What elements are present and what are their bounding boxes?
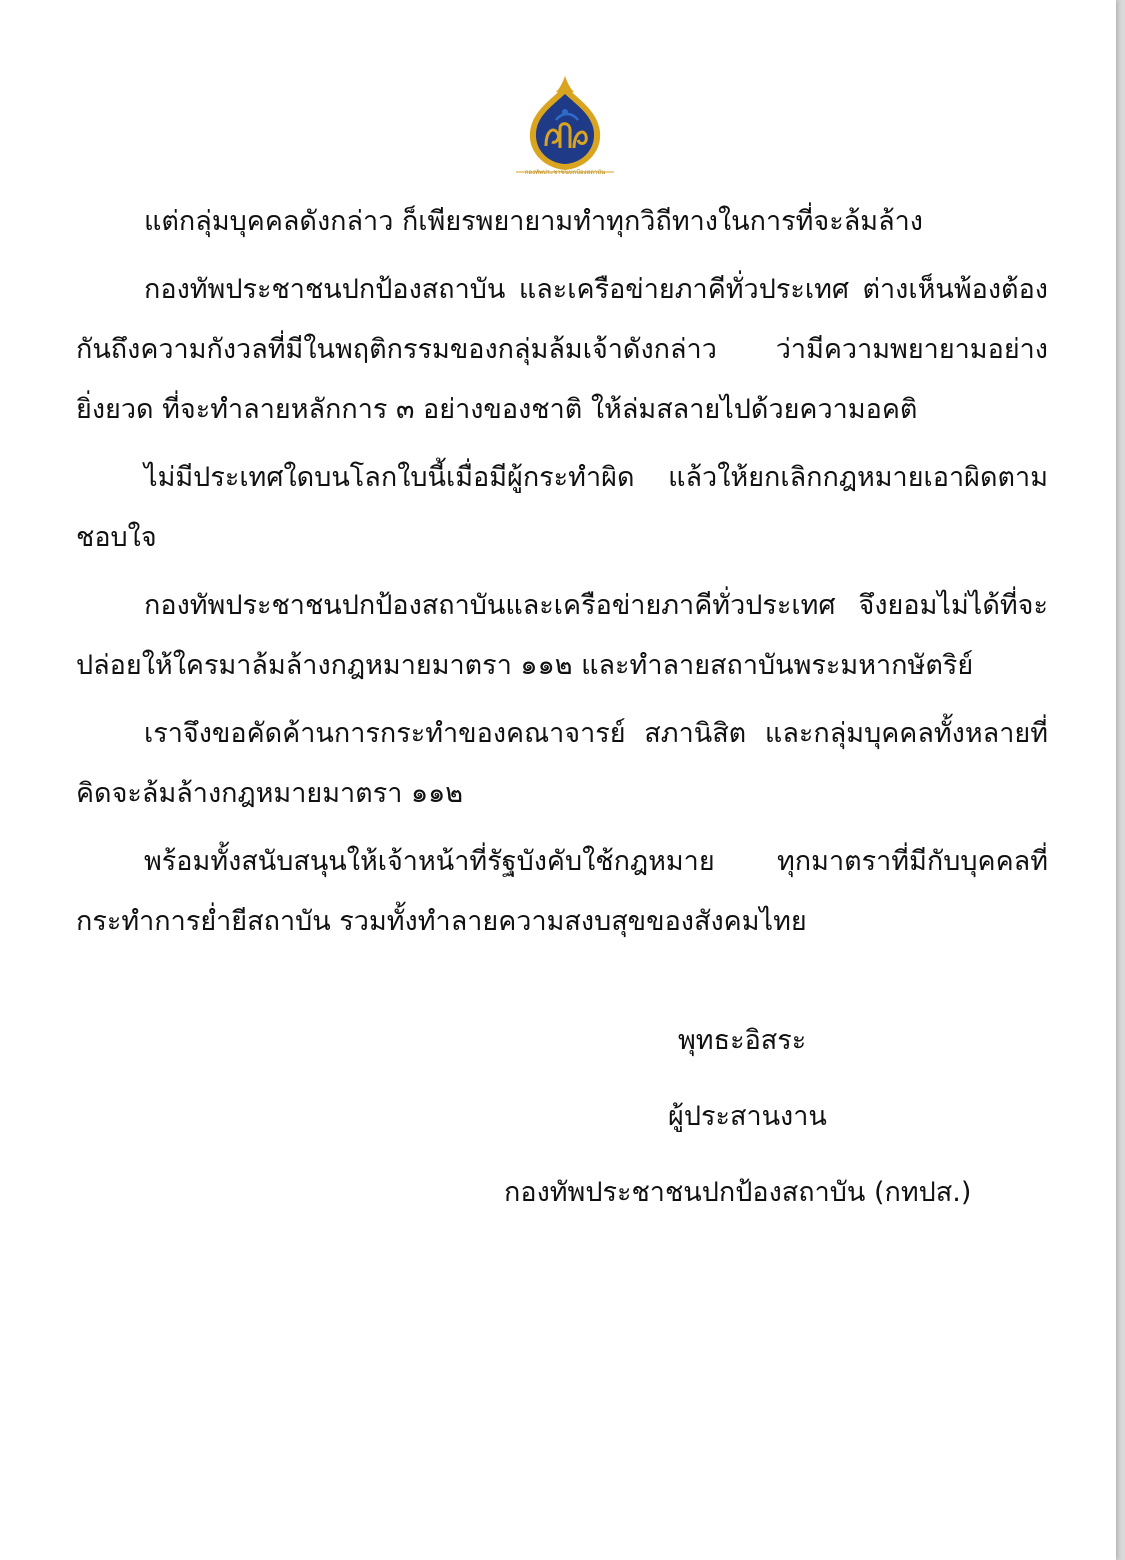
organization-logo [506,72,624,182]
paragraph-support: พร้อมทั้งสนับสนุนให้เจ้าหน้าที่รัฐบังคับใช้กฎหมาย ทุกมาตราที่มีกับบุคคลที่กระทำการย่ำยีสถาบัน รวมทั้งทำลายความสงบสุขของสังคมไทย [76,846,1048,937]
paragraph-no-country: ไม่มีประเทศใดบนโลกใบนี้เมื่อมีผู้กระทำผิด แล้วให้ยกเลิกกฎหมายเอาผิดตามชอบใจ [76,462,1048,553]
paragraph-intro: แต่กลุ่มบุคคลดังกล่าว ก็เพียรพยายามทำทุกวิถีทางในการที่จะล้มล้าง [144,206,923,237]
signatory-organization: กองทัพประชาชนปกป้องสถาบัน (กทปส.) [504,1177,972,1208]
letter-body [76,192,1048,960]
paragraph-oppose: เราจึงขอคัดค้านการกระทำของคณาจารย์ สภานิสิต และกลุ่มบุคคลทั้งหลายที่คิดจะล้มล้างกฎหมายมาตรา ๑๑๒ [76,718,1048,809]
bodhi-leaf-emblem-icon [506,72,624,182]
signatory-name: พุทธะอิสระ [678,1025,807,1056]
paragraph-concern: กองทัพประชาชนปกป้องสถาบัน และเครือข่ายภาคีทั่วประเทศ ต่างเห็นพ้องต้องกันถึงความกังวลที่มีในพฤติกรรมของกลุ่มล้มเจ้าดังกล่าว ว่ามีความพยายามอย่างยิ่งยวด ที่จะทำลายหลักการ ๓ อย่างของชาติ ให้ล่มสลายไปด้วยความอคติ [76,274,1048,425]
paragraph-cannot-allow: กองทัพประชาชนปกป้องสถาบันและเครือข่ายภาคีทั่วประเทศ จึงยอมไม่ได้ที่จะปล่อยให้ใครมาล้มล้างกฎหมายมาตรา ๑๑๒ และทำลายสถาบันพระมหากษัตริย์ [76,590,1048,681]
logo-caption: กองทัพประชาชนปกป้องสถาบัน [524,169,606,176]
signatory-role: ผู้ประสานงาน [668,1101,827,1132]
